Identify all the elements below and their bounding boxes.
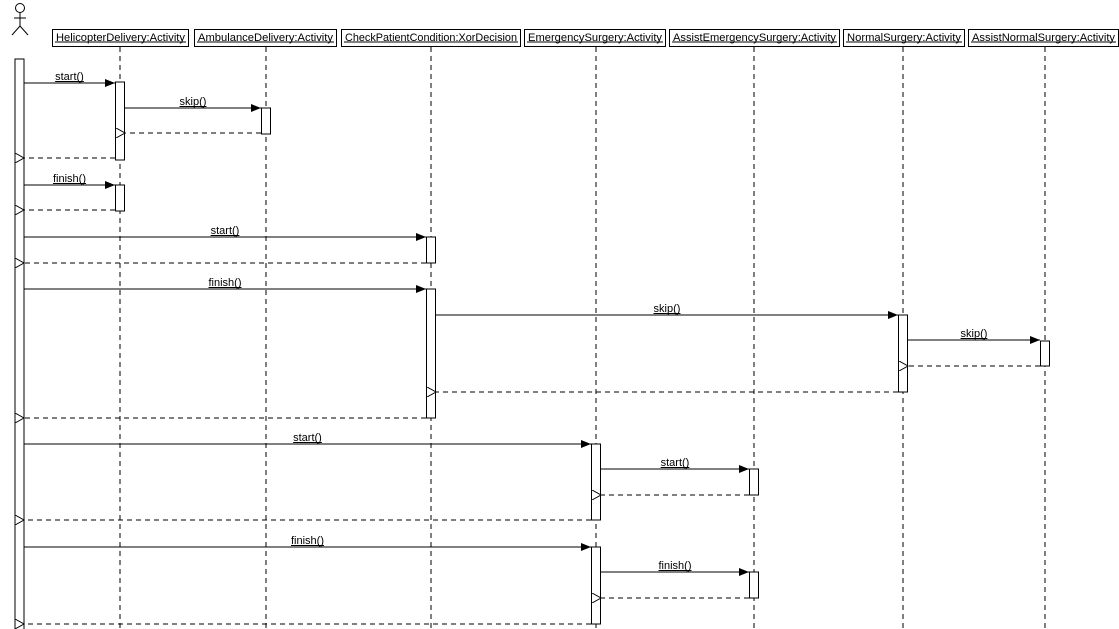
activation-bar	[427, 289, 436, 418]
participant-label: CheckPatientCondition:XorDecision	[345, 32, 517, 44]
activation-bar	[116, 185, 125, 211]
participant-label: AssistNormalSurgery:Activity	[972, 32, 1116, 44]
participant-label: EmergencySurgery:Activity	[528, 32, 663, 44]
message-label: start()	[293, 432, 322, 444]
actor-activation-bar	[15, 59, 24, 629]
activation-bar	[1041, 341, 1050, 366]
message-label: start()	[55, 71, 84, 83]
message-label: finish()	[52, 173, 87, 185]
activation-bar	[427, 237, 436, 263]
message-label: finish()	[290, 535, 325, 547]
participant-label: HelicopterDelivery:Activity	[56, 32, 186, 44]
message-label: finish()	[658, 560, 692, 572]
activation-bar	[116, 82, 125, 160]
participant-label: AssistEmergencySurgery:Activity	[673, 32, 837, 44]
activation-bar	[899, 315, 908, 392]
message-label: start()	[660, 457, 690, 469]
message-label: start()	[210, 225, 240, 237]
activation-bar	[592, 547, 601, 624]
message-label: skip()	[653, 303, 681, 315]
participant-label: NormalSurgery:Activity	[847, 32, 962, 44]
message-label: finish()	[208, 277, 242, 289]
message-label: skip()	[179, 96, 207, 108]
participant-label: AmbulanceDelivery:Activity	[198, 32, 334, 44]
activation-bar	[592, 444, 601, 520]
message-label: skip()	[960, 328, 988, 340]
activation-bar	[262, 108, 271, 134]
actor-icon	[12, 4, 28, 36]
activation-bar	[750, 469, 759, 495]
activation-bar	[750, 572, 759, 598]
